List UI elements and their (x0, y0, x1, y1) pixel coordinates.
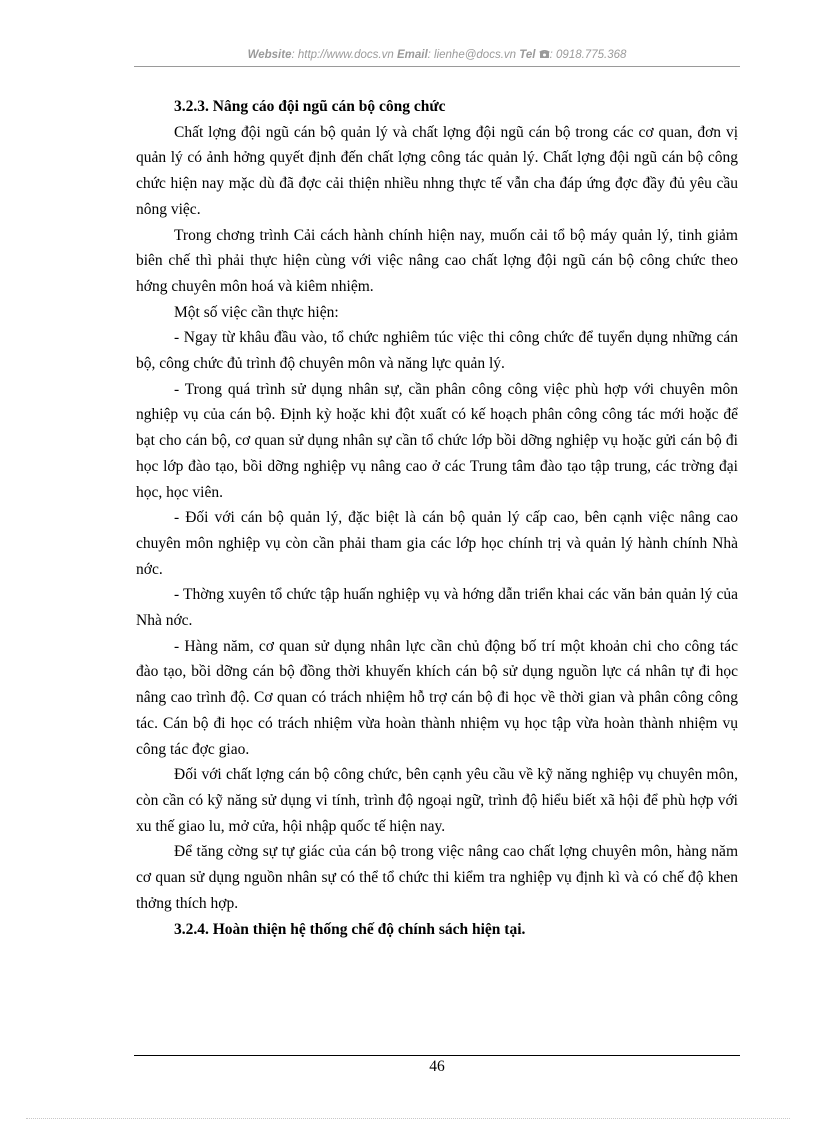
footer-divider (134, 1055, 740, 1056)
list-item: - Thờng xuyên tổ chức tập huấn nghiệp vụ và hớng dẫn triển khai các văn bản quản lý của Nhà nớc. (136, 586, 738, 630)
paragraph: Một số việc cần thực hiện: (174, 303, 339, 321)
tel-label: Tel (519, 49, 536, 61)
paragraph: Chất lợng đội ngũ cán bộ quản lý và chất lợng đội ngũ cán bộ trong các cơ quan, đơn vị quản lý có ảnh hởng quyết định đến chất lợng công tác quản lý. Chất lợng đội ngũ cán bộ công chức hiện nay mặc dù đã đợc cải thiện nhiều nhng thực tế vẫn cha đáp ứng đợc đầy đủ yêu cầu nông việc. (136, 123, 738, 218)
tel-value: : 0918.775.368 (549, 49, 627, 61)
section-heading-3-2-3: 3.2.3. Nâng cáo đội ngũ cán bộ công chức (174, 98, 446, 115)
email-label: Email (396, 49, 428, 61)
page-number: 46 (429, 1058, 445, 1075)
list-item: - Đối với cán bộ quản lý, đặc biệt là cán bộ quản lý cấp cao, bên cạnh việc nâng cao chuyên môn nghiệp vụ còn cần phải tham gia các lớp học chính trị và quản lý hành chính Nhà nớc. (136, 509, 738, 578)
website-value: : http://www.docs.vn (291, 49, 394, 61)
page-edge (26, 1118, 790, 1119)
section-heading-3-2-4: 3.2.4. Hoàn thiện hệ thống chế độ chính sách hiện tại. (174, 920, 526, 938)
list-item: - Trong quá trình sử dụng nhân sự, cần phân công công việc phù hợp với chuyên môn nghiệp vụ của cán bộ. Định kỳ hoặc khi đột xuất có kế hoạch phân công công tác mới hoặc để bạt cho cán bộ, cơ quan sử dụng nhân sự cần tổ chức lớp bồi dỡng nghiệp vụ hoặc gửi cán bộ đi học lớp đào tạo, bồi dỡng nghiệp vụ nâng cao ở các Trung tâm đào tạo tập trung, các trờng đại học, học viên. (136, 380, 738, 501)
paragraph: Trong chơng trình Cải cách hành chính hiện nay, muốn cải tổ bộ máy quản lý, tinh giảm biên chế thì phải thực hiện cùng với việc nâng cao chất lợng đội ngũ cán bộ công chức theo hớng chuyên môn hoá và kiêm nhiệm. (136, 226, 738, 295)
paragraph: Đối với chất lợng cán bộ công chức, bên cạnh yêu cầu về kỹ năng nghiệp vụ chuyên môn, còn cần có kỹ năng sử dụng vi tính, trình độ ngoại ngữ, trình độ hiểu biết xã hội để phù hợp với xu thế giao lu, mở cửa, hội nhập quốc tế hiện nay. (136, 766, 738, 835)
paragraph: Để tăng cờng sự tự giác của cán bộ trong việc nâng cao chất lợng chuyên môn, hàng năm cơ quan sử dụng nguồn nhân sự có thể tổ chức thi kiểm tra nghiệp vụ định kì và có chế độ khen thởng thích hợp. (136, 843, 738, 912)
phone-icon (539, 49, 550, 59)
page-header (134, 44, 740, 67)
list-item: - Ngay từ khâu đầu vào, tổ chức nghiêm túc việc thi công chức để tuyển dụng những cán bộ, công chức đủ trình độ chuyên môn và năng lực quản lý. (136, 329, 738, 373)
website-label: Website (247, 49, 292, 61)
document-body (136, 94, 738, 942)
email-value: : lienhe@docs.vn (427, 49, 517, 61)
list-item: - Hàng năm, cơ quan sử dụng nhân lực cần chủ động bố trí một khoản chi cho công tác đào tạo, bồi dỡng cán bộ đồng thời khuyến khích cán bộ sử dụng nguồn lực cá nhân tự đi học nâng cao trình độ. Cơ quan có trách nhiệm hỗ trợ cán bộ đi học về thời gian và phân công công tác. Cán bộ đi học có trách nhiệm vừa hoàn thành nhiệm vụ học tập vừa hoàn thành nhiệm vụ công tác đợc giao. (136, 637, 738, 758)
